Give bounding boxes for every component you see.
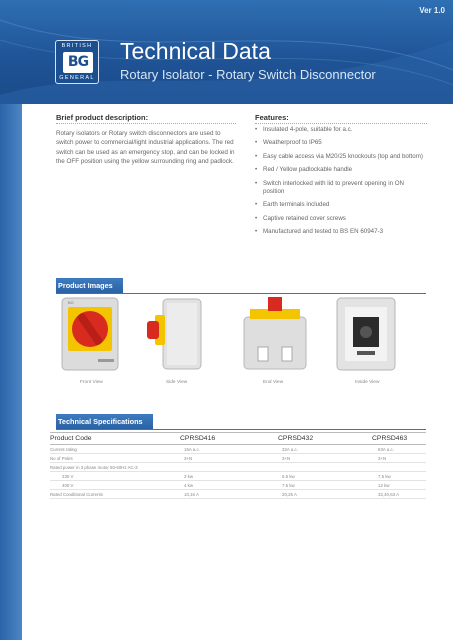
product-images-tab: Product Images — [56, 278, 123, 293]
table-row — [50, 482, 426, 490]
table-cell: 20,25 A — [282, 492, 297, 497]
table-cell: 3+N — [378, 456, 387, 461]
technical-specs-tab: Technical Specifications — [56, 414, 153, 429]
feature-item: • Weatherproof to IP65 — [255, 139, 322, 147]
feature-item: • Manufactured and tested to BS EN 60947-3 — [255, 228, 384, 236]
logo-text-bottom: GENERAL — [59, 75, 95, 81]
table-cell: No of Poles — [50, 456, 73, 461]
feature-item: • Insulated 4-pole, suitable for a.c. — [255, 126, 353, 133]
feature-item: • Captive retained cover screws — [255, 214, 346, 222]
features-list — [255, 126, 427, 242]
logo-mark: BG — [63, 52, 93, 73]
table-cell: 4 kw — [184, 483, 194, 488]
table-cell: 32,40,63 A — [378, 492, 399, 497]
description-text: Rotary isolators or Rotary switch disconnectors are used to switch power to commercial/light industrial applications. The red switch can be used as an emergency stop, and can be locked in the OFF position using the yellow surrounding ring and padlock. — [56, 130, 235, 165]
svg-text:BG: BG — [68, 300, 74, 305]
side-view-image — [145, 295, 205, 373]
table-cell: 3+N — [184, 456, 193, 461]
feature-item: • Earth terminals included — [255, 201, 330, 209]
feature-item: • Switch interlocked with lid to prevent opening in ON position — [255, 179, 405, 196]
column-header: CPRSD463 — [372, 435, 408, 442]
table-cell: Rated power in 3 phase motor 50-60Hz AC-3 — [50, 465, 138, 470]
front-view-image — [60, 295, 120, 373]
column-header: Product Code — [50, 435, 92, 442]
table-cell: 12 kw — [378, 483, 390, 488]
table-cell: 63A a.c. — [378, 447, 394, 452]
table-cell: 400 V — [62, 483, 74, 488]
table-cell: 3 kw — [184, 474, 194, 479]
features-divider — [255, 123, 427, 124]
table-cell: 10,16 A — [184, 492, 199, 497]
spec-table-header — [50, 432, 426, 445]
table-cell: Current rating — [50, 447, 77, 452]
page-header — [0, 0, 453, 104]
features-heading: Features: — [255, 113, 289, 122]
table-row — [50, 455, 426, 463]
technical-specs-rule — [56, 429, 426, 430]
description-heading: Brief product description: — [56, 113, 149, 122]
column-header: CPRSD432 — [278, 435, 314, 442]
page-title: Technical Data — [120, 38, 271, 64]
end-view-image — [240, 295, 310, 373]
table-row — [50, 491, 426, 499]
column-header: CPRSD416 — [180, 435, 216, 442]
caption-front-view: Front View — [80, 380, 103, 385]
caption-side-view: Side View — [166, 380, 188, 385]
table-cell: 32A a.c. — [282, 447, 298, 452]
table-cell: 5.5 kw — [282, 474, 295, 479]
inside-view-image — [335, 295, 397, 373]
product-images-rule — [56, 293, 426, 294]
table-cell: 7.5 kw — [282, 483, 295, 488]
left-blue-stripe — [0, 104, 22, 640]
table-cell: 3+N — [282, 456, 291, 461]
feature-item: • Red / Yellow padlockable handle — [255, 166, 353, 174]
page-subtitle: Rotary Isolator - Rotary Switch Disconnector — [120, 67, 376, 82]
description-divider — [56, 123, 236, 124]
table-row — [50, 473, 426, 481]
caption-inside-view: Inside View — [355, 380, 380, 385]
table-cell: 230 V — [62, 474, 74, 479]
table-cell: Rated Conditional Currents — [50, 492, 103, 497]
version-label: Ver 1.0 — [419, 6, 445, 15]
logo-text-top: BRITISH — [61, 43, 93, 49]
caption-end-view: End View — [263, 380, 284, 385]
table-row — [50, 446, 426, 454]
table-cell: 16A a.c. — [184, 447, 200, 452]
british-general-logo — [55, 40, 99, 84]
table-cell: 7.5 kw — [378, 474, 391, 479]
feature-item: • Easy cable access via M20/25 knockouts (top and bottom) — [255, 152, 423, 160]
table-row — [50, 464, 426, 472]
